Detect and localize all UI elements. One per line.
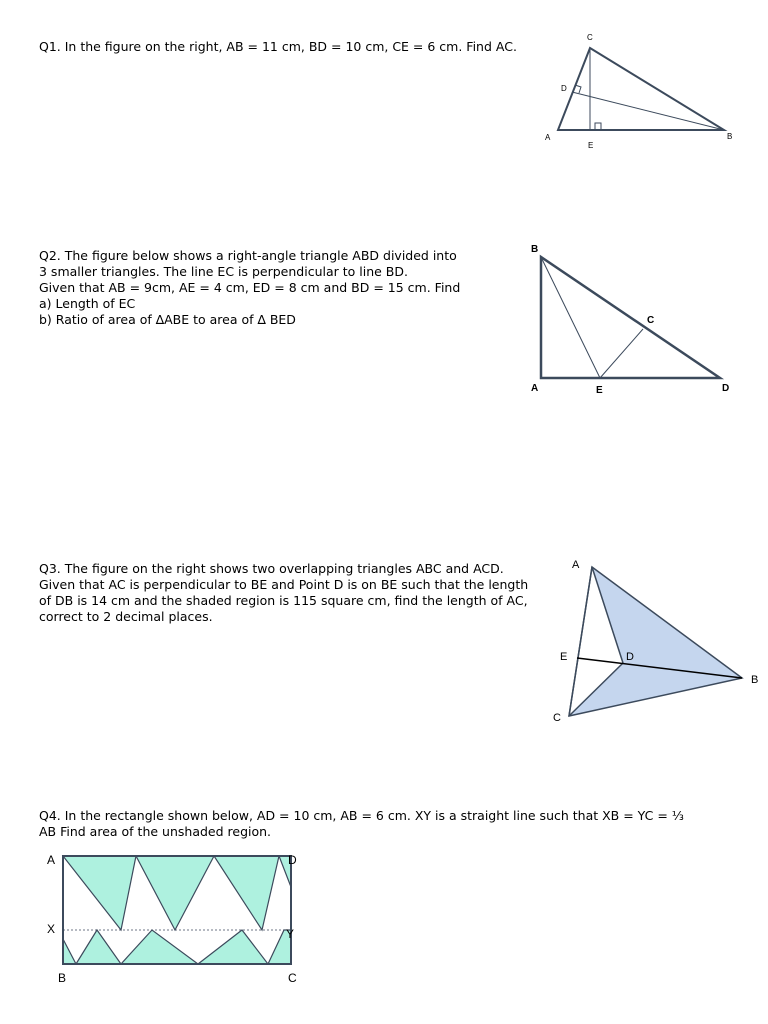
question-2-line: b) Ratio of area of ∆ABE to area of ∆ BED (39, 312, 296, 327)
question-4-line: AB Find area of the unshaded region. (39, 824, 272, 839)
q1-label-c: C (587, 33, 593, 42)
q2-label-b: B (531, 244, 539, 255)
q4-shaded-bottom-triangle (121, 930, 198, 964)
question-3-line: Given that AC is perpendicular to BE and Point D is on BE such that the length (39, 577, 529, 592)
question-3-line: correct to 2 decimal places. (39, 609, 213, 624)
q3-label-d: D (626, 651, 634, 663)
q4-label-c: C (288, 971, 297, 985)
q3-label-c: C (553, 712, 561, 724)
q4-label-a: A (47, 853, 56, 867)
q2-label-d: D (722, 383, 730, 394)
q4-label-y: Y (286, 927, 295, 941)
question-1-line: Q1. In the figure on the right, AB = 11 cm, BD = 10 cm, CE = 6 cm. Find AC. (39, 39, 517, 54)
q4-shaded-top-triangle (63, 856, 136, 930)
q4-label-d: D (288, 853, 297, 867)
question-2-line: 3 smaller triangles. The line EC is perpendicular to line BD. (39, 264, 408, 279)
question-2-line: Given that AB = 9cm, AE = 4 cm, ED = 8 cm and BD = 15 cm. Find (39, 280, 461, 295)
q2-label-c: C (647, 315, 655, 326)
q2-label-e: E (596, 385, 603, 396)
question-4-line: Q4. In the rectangle shown below, AD = 10 cm, AB = 6 cm. XY is a straight line such that XB = YC = ⅓ (39, 808, 684, 823)
q3-label-e: E (560, 651, 568, 663)
q3-label-a: A (572, 559, 580, 571)
q1-label-b: B (727, 132, 733, 141)
q4-label-x: X (47, 922, 56, 936)
q1-label-a: A (545, 133, 551, 142)
q2-label-a: A (531, 383, 539, 394)
q4-shaded-top-triangle (214, 856, 279, 930)
question-2-line: a) Length of EC (39, 296, 136, 311)
q1-label-e: E (588, 141, 594, 150)
q1-label-d: D (561, 84, 567, 93)
question-3-line: Q3. The figure on the right shows two overlapping triangles ABC and ACD. (39, 561, 504, 576)
question-2-line: Q2. The figure below shows a right-angle triangle ABD divided into (39, 248, 457, 263)
q4-shaded-bottom-triangle (63, 939, 76, 964)
q3-label-b: B (751, 674, 759, 686)
q4-shaded-bottom-triangle (198, 930, 268, 964)
q4-label-b: B (58, 971, 67, 985)
question-3-line: of DB is 14 cm and the shaded region is 115 square cm, find the length of AC, (39, 593, 528, 608)
q4-shaded-top-triangle (136, 856, 214, 930)
q4-shaded-bottom-triangle (76, 930, 121, 964)
